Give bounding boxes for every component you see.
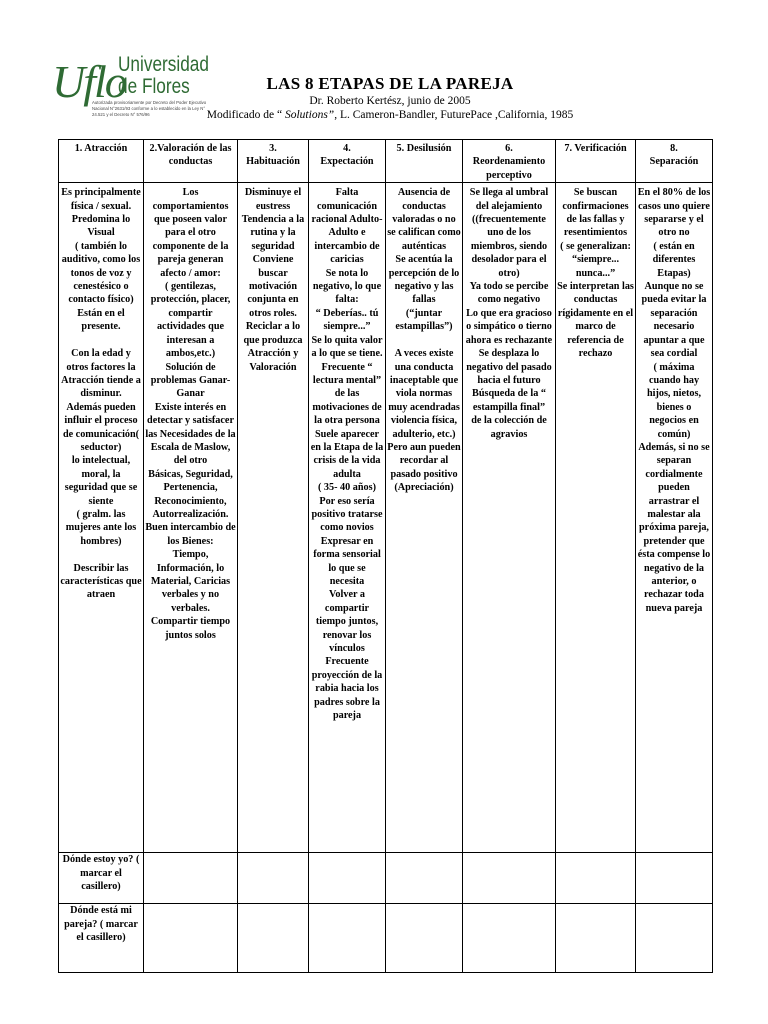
source-suffix: , L. Cameron-Bandler, FuturePace ,California, 1985 <box>334 109 574 121</box>
checkbox-cell[interactable] <box>386 853 463 904</box>
col-header-reordenamiento: 6. Reordenamiento perceptivo <box>463 140 556 183</box>
checkbox-cell[interactable] <box>144 853 238 904</box>
question-label-pareja: Dónde está mi pareja? ( marcar el casillero) <box>59 904 144 973</box>
source-prefix: Modificado de “ <box>206 109 283 121</box>
checkbox-cell[interactable] <box>463 904 556 973</box>
checkbox-cell[interactable] <box>556 853 636 904</box>
logo-de-flores: de Flores <box>118 75 190 98</box>
checkbox-cell[interactable] <box>144 904 238 973</box>
cell-verificacion: Se buscan confirmaciones de las fallas y resentimientos ( se generalizan: “siempre... nunca...” Se interpretan las conductas rígidamente en el marco de referencia de rechazo <box>556 183 636 853</box>
stages-table <box>58 139 713 973</box>
header-row <box>59 140 713 183</box>
logo-small-text: Autorizada provisoriamente por Decreto del Poder Ejecutivo Nacional N°2631/93 conforme a lo establecido en la Ley N° 24.521 y el Decreto N° 576/96 <box>92 100 207 117</box>
col-header-habituacion: 3. Habituación <box>238 140 309 183</box>
cell-atraccion: Es principalmente física / sexual. Predomina lo Visual ( también lo auditivo, como los tonos de voz y cenestésico o contacto físico) Están en el presente. Con la edad y otros factores la Atracción tiende a disminur. Además pueden influir el proceso de comunicación( seductor) lo intelectual, moral, la seguridad que se siente ( gralm. las mujeres ante los hombres) Describir las características que atraen <box>59 183 144 853</box>
source-title: Solutions” <box>282 109 335 121</box>
document-source <box>200 108 580 122</box>
cell-habituacion: Disminuye el eustress Tendencia a la rutina y la seguridad Conviene buscar motivación conjunta en otros roles. Reciclar a lo que produzca Atracción y Valoración <box>238 183 309 853</box>
col-header-verificacion: 7. Verificación <box>556 140 636 183</box>
checkbox-cell[interactable] <box>309 853 386 904</box>
university-logo <box>52 52 212 122</box>
checkbox-cell[interactable] <box>636 904 713 973</box>
checkbox-cell[interactable] <box>556 904 636 973</box>
col-header-expectacion: 4. Expectación <box>309 140 386 183</box>
cell-valoracion: Los comportamientos que poseen valor para el otro componente de la pareja generan afecto / amor: ( gentilezas, protección, placer, compartir actividades que interesan a ambos,etc.) Solución de problemas Ganar- Ganar Existe interés en detectar y satisfacer las Necesidades de la Escala de Maslow, del otro Básicas, Seguridad, Pertenencia, Reconocimiento, Autorrealización. Buen intercambio de los Bienes: Tiempo, Información, lo Material, Caricias verbales y no verbales. Compartir tiempo juntos solos <box>144 183 238 853</box>
cell-desilusion: Ausencia de conductas valoradas o no se califican como auténticas Se acentúa la percepción de lo negativo y las fallas (“juntar estampillas”) A veces existe una conducta inaceptable que viola normas muy acendradas violencia física, adulterio, etc.) Pero aun pueden recordar al pasado positivo (Apreciación) <box>386 183 463 853</box>
logo-ufl-mark: Uflo <box>52 56 126 107</box>
document-author: Dr. Roberto Kertész, junio de 2005 <box>309 95 471 107</box>
checkbox-cell[interactable] <box>309 904 386 973</box>
question-row-yo <box>59 853 713 904</box>
checkbox-cell[interactable] <box>238 853 309 904</box>
cell-reordenamiento: Se llega al umbral del alejamiento ((frecuentemente uno de los miembros, siendo desolador para el otro) Ya todo se percibe como negativo Lo que era gracioso o simpático o tierno ahora es rechazante Se desplaza lo negativo del pasado hacia el futuro Búsqueda de la “ estampilla final” de la colección de agravios <box>463 183 556 853</box>
document-header <box>200 74 580 122</box>
col-header-desilusion: 5. Desilusión <box>386 140 463 183</box>
checkbox-cell[interactable] <box>463 853 556 904</box>
logo-wordmark <box>118 54 209 98</box>
col-header-atraccion: 1. Atracción <box>59 140 144 183</box>
question-label-yo: Dónde estoy yo? ( marcar el casillero) <box>59 853 144 904</box>
document-title: LAS 8 ETAPAS DE LA PAREJA <box>266 74 514 93</box>
cell-expectacion: Falta comunicación racional Adulto- Adulto e intercambio de caricias Se nota lo negativo, lo que falta: “ Deberías.. tú siempre...” Se lo quita valor a lo que se tiene. Frecuente “ lectura mental” de las motivaciones de la otra persona Suele aparecer en la Etapa de la crisis de la vida adulta ( 35- 40 años) Por eso sería positivo tratarse como novios Expresar en forma sensorial lo que se necesita Volver a compartir tiempo juntos, renovar los vínculos Frecuente proyección de la rabia hacia los padres sobre la pareja <box>309 183 386 853</box>
col-header-separacion: 8. Separación <box>636 140 713 183</box>
logo-universidad: Universidad <box>118 53 209 76</box>
question-row-pareja <box>59 904 713 973</box>
description-row <box>59 183 713 853</box>
checkbox-cell[interactable] <box>636 853 713 904</box>
checkbox-cell[interactable] <box>386 904 463 973</box>
checkbox-cell[interactable] <box>238 904 309 973</box>
cell-separacion: En el 80% de los casos uno quiere separarse y el otro no ( están en diferentes Etapas) Aunque no se pueda evitar la separación necesario apuntar a que sea cordial ( máxima cuando hay hijos, nietos, bienes o negocios en común) Además, si no se separan cordialmente pueden arrastrar el malestar ala próxima pareja, pretender que ésta compense lo negativo de la anterior, o rechazar toda nueva pareja <box>636 183 713 853</box>
col-header-valoracion: 2.Valoración de las conductas <box>144 140 238 183</box>
